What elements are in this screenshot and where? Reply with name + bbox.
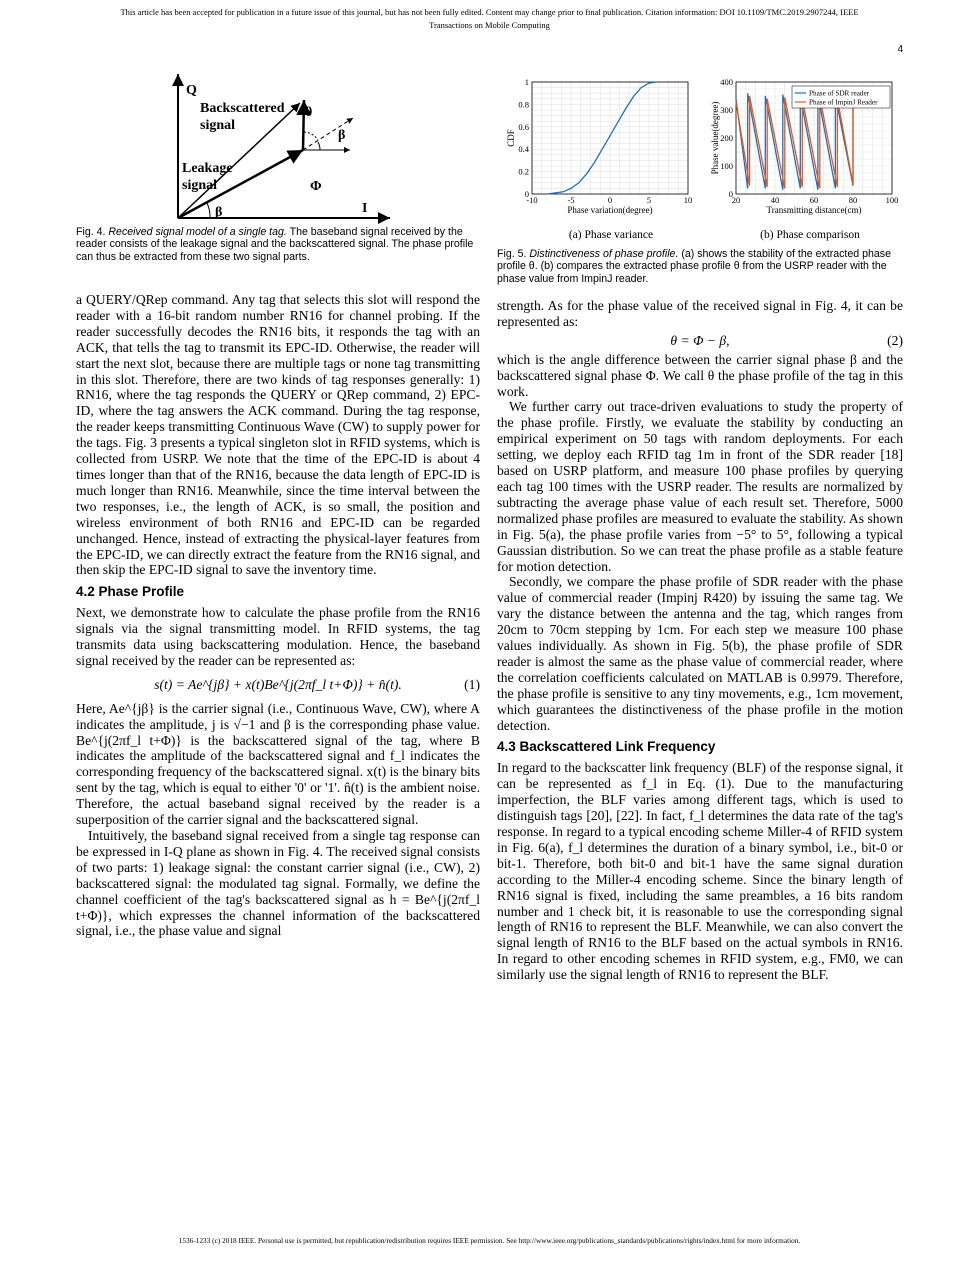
- fig4-caption-text: The baseband signal received by the reader consists of the leakage signal and the backscattered signal. The phase profile can thus be extracted from these two signal parts.: [76, 226, 474, 263]
- theta-arc: [304, 132, 318, 140]
- fig5-caption-num: Fig. 5.: [497, 248, 527, 260]
- x-tick-label: 10: [683, 195, 693, 205]
- header-line-2: Transactions on Mobile Computing: [429, 20, 550, 30]
- x-axis-label: Transmitting distance(cm): [766, 205, 862, 215]
- backscattered-vector: [303, 100, 304, 150]
- equation-2-number: (2): [887, 332, 903, 348]
- equation-2: [497, 333, 903, 349]
- leakage-label-2: signal: [182, 178, 218, 193]
- q-label: Q: [186, 83, 197, 98]
- fig4-diagram: [160, 70, 400, 225]
- equation-1-body: s(t) = Ae^{jβ} + x(t)Be^{j(2πf_l t+Φ)} + n̂(t).: [154, 676, 402, 692]
- y-tick-label: 0.8: [518, 99, 529, 110]
- page-number: 4: [897, 44, 903, 55]
- x-tick-label: 80: [848, 195, 858, 205]
- right-paragraph-2: which is the angle difference between the carrier signal phase β and the backscattered signal phase Φ. We call θ the phase profile of the tag in this work.: [497, 351, 903, 399]
- page-footer: 1536-1233 (c) 2018 IEEE. Personal use is permitted, but republication/redistribution requires IEEE permission. See http://www.ieee.org/publications_standards/publications/rights/index.html for more information.: [178, 1236, 801, 1245]
- section-4-3-heading: 4.3 Backscattered Link Frequency: [497, 739, 716, 755]
- fig5-caption-text: (a) shows the stability of the extracted phase profile θ. (b) compares the extracted phase profile θ from the USRP reader with the phase value from ImpinJ reader.: [497, 248, 891, 285]
- y-tick-label: 0: [728, 189, 733, 199]
- x-tick-label: -10: [526, 195, 538, 205]
- equation-1-number: (1): [464, 676, 480, 692]
- fig5-caption: [497, 248, 903, 285]
- section-4-2-heading: 4.2 Phase Profile: [76, 584, 185, 600]
- leakage-label-1: Leakage: [182, 161, 233, 176]
- right-paragraph-5: In regard to the backscatter link frequency (BLF) of the response signal, it can be represented as f_l in Eq. (1). Due to the manufacturing imperfection, the BLF varies among different tags, which is used to distinguish tags [20], [22]. In fact, f_l determines the data rate of the tag's response. In regard to a typical encoding scheme Miller-4 of RFID system in Fig. 6(a), f_l determines the duration of a binary symbol, i.e., bit-0 or bit-1. Therefore, both bit-0 and bit-1 have the same signal duration according to the Miller-4 encoding scheme. Since the binary length of RN16 signal is fixed, including the same preambles, a 16 bits random number and 1 check bit, it is reasonable to use the corresponding signal length of RN16 to represent the BLF. Meanwhile, we can also convert the signal length of RN16 to the BLF based on the actual symbols in RN16. In regard to other encoding schemes in RFID system, e.g., FM0, we can similarly use the signal length of RN16 to represent the BLF.: [497, 760, 903, 983]
- y-tick-label: 0: [524, 189, 529, 199]
- legend-label-2: Phase of ImpinJ Reader: [809, 98, 878, 107]
- right-paragraph-3: We further carry out trace-driven evaluations to study the property of the phase profile. Firstly, we evaluate the stability by conducting an empirical experiment on 50 tags with random deployments. For each setting, we deploy each RFID tag 1m in front of the SDR reader [18] based on USRP platform, and measure 100 phase profiles by querying each tag 100 times with the USRP reader. The results are normalized by subtracting the average phase value of each result set. Therefore, 5000 normalized phase profiles are measured to evaluate the stability. As shown in Fig. 5(a), the phase profile varies from −5° to 5°, following a typical Gaussian distribution. So we can treat the phase profile as a stable feature for motion detection.: [497, 399, 903, 574]
- left-paragraph-2: Next, we demonstrate how to calculate the phase profile from the RN16 signals via the signal transmitting model. In RFID systems, the tag transmits data using backscattering modulation. Hence, the baseband signal received by the reader can be represented as:: [76, 605, 480, 668]
- left-paragraph-4: Intuitively, the baseband signal received from a single tag response can be expressed in I-Q plane as shown in Fig. 4. The received signal consists of two parts: 1) leakage signal: the constant carrier signal (i.e., CW), 2) backscattered signal: the modulated tag signal. Formally, we define the channel coefficient of the tag's backscattered signal as h = Be^{j(2πf_l t+Φ)}, which expresses the channel information of the backscattered signal, i.e., the phase value and signal: [76, 828, 480, 939]
- y-axis-label: Phase value(degree): [710, 101, 720, 175]
- y-tick-label: 200: [720, 133, 733, 143]
- right-column: [497, 298, 903, 983]
- fig5a-subcaption: (a) Phase variance: [568, 229, 654, 241]
- fig4-caption: [76, 226, 480, 263]
- right-paragraph-1: strength. As for the phase value of the received signal in Fig. 4, it can be represented as:: [497, 298, 903, 329]
- fig5b-subcaption: (b) Phase comparison: [760, 229, 860, 241]
- y-tick-label: 0.4: [518, 144, 529, 155]
- theta-label: θ: [305, 105, 313, 120]
- x-axis-label: Phase variation(degree): [567, 205, 653, 215]
- i-label: I: [362, 201, 368, 216]
- equation-2-body: θ = Φ − β,: [670, 332, 730, 348]
- header-line-1: This article has been accepted for publication in a future issue of this journal, but has not been fully edited. Content may change prior to final publication. Citation information: DOI 10.1109/TMC.2019.2907244, IEEE: [120, 7, 859, 17]
- x-tick-label: 20: [731, 195, 741, 205]
- y-tick-label: 0.2: [518, 166, 529, 177]
- right-paragraph-4: Secondly, we compare the phase profile of SDR reader with the phase value of commercial reader (Impinj R420) by issuing the same tag. We vary the distance between the antenna and the tag, which ranges from 20cm to 70cm stepping by 1cm. For each step we measure 100 phase values individually. As shown in Fig. 5(b), the phase profile of SDR reader is almost the same as the phase value of commercial reader, where the correlation coefficients calculated on MATLAB is 0.9979. Therefore, the phase profile is sensitive to any tiny movements, e.g., 1cm movement, which guarantees the distinctiveness of the phase profile in the motion detection.: [497, 574, 903, 733]
- y-tick-label: 100: [720, 161, 733, 171]
- equation-1: [76, 677, 480, 693]
- x-tick-label: 5: [646, 195, 652, 205]
- fig5-caption-title: Distinctiveness of phase profile.: [529, 248, 679, 260]
- fig4-caption-num: Fig. 4.: [76, 226, 106, 238]
- left-paragraph-1: a QUERY/QRep command. Any tag that selects this slot will respond the reader with a 16-bit random number RN16 for channel probing. If the reader successfully decodes the RN16 bits, it responds the tag with an ACK, that tells the tag to transmit its EPC-ID. Otherwise, the reader will start the next slot, because there are multiple tags or none tag transmitting in this slot. Therefore, there are two kinds of tag responses generally: 1) RN16, where the tag responds the QUERY or QRep command, 2) EPC-ID, where the tag answers the ACK command. During the tag response, the reader keeps transmitting Continuous Wave (CW) to supply power for the tags. Fig. 3 presents a typical singleton slot in RFID systems, which is collected from USRP. We note that the time of the EPC-ID is about 4 times longer than that of the RN16, because the data length of EPC-ID is much longer than RN16. Meanwhile, since the time interval between the two responses, i.e., the length of ACK, is so small, the position and wireless environment of both RN16 and EPC-ID can be regarded unchanged. Hence, instead of extracting the physical-layer features from the EPC-ID, we can directly extract the feature from the RN16 signal, and then skip the EPC-ID signal to save the inventory time.: [76, 292, 480, 578]
- backscattered-label-1: Backscattered: [200, 101, 285, 116]
- legend-label-1: Phase of SDR reader: [809, 89, 870, 98]
- y-tick-label: 300: [720, 105, 733, 115]
- x-tick-label: 60: [809, 195, 819, 205]
- leakage-extension: [303, 118, 353, 150]
- x-tick-label: 40: [770, 195, 780, 205]
- fig4-caption-title: Received signal model of a single tag.: [108, 226, 287, 238]
- x-tick-label: 100: [885, 195, 899, 205]
- left-paragraph-3: Here, Ae^{jβ} is the carrier signal (i.e., Continuous Wave, CW), where A indicates the amplitude, j is √−1 and β is the corresponding phase value. Be^{j(2πf_l t+Φ)} is the backscattered signal of the tag, where B indicates the amplitude of the backscattered signal and f_l indicates the corresponding frequency of the backscattered signal. x(t) is the binary bits sent by the tag, which is equal to either '0' or '1'. n̂(t) is the ambient noise. Therefore, the actual baseband signal received by the reader is a superposition of the carrier signal and the backscattered signal.: [76, 700, 480, 828]
- backscattered-label-2: signal: [200, 118, 236, 133]
- y-tick-label: 1: [524, 77, 529, 87]
- y-axis-label: CDF: [506, 129, 516, 147]
- x-tick-label: 0: [607, 195, 613, 205]
- fig5b-chart: [700, 72, 904, 222]
- beta-label-top: β: [338, 128, 346, 143]
- x-tick-label: -5: [567, 195, 575, 205]
- left-column: [76, 292, 480, 939]
- y-tick-label: 400: [720, 77, 733, 87]
- beta-arc-bottom: [207, 203, 210, 218]
- phi-label: Φ: [310, 179, 322, 194]
- beta-label-bottom: β: [215, 205, 223, 220]
- running-header: [0, 6, 979, 32]
- fig5a-chart: [496, 72, 696, 222]
- y-tick-label: 0.6: [518, 121, 529, 132]
- beta-arc-top: [318, 142, 320, 150]
